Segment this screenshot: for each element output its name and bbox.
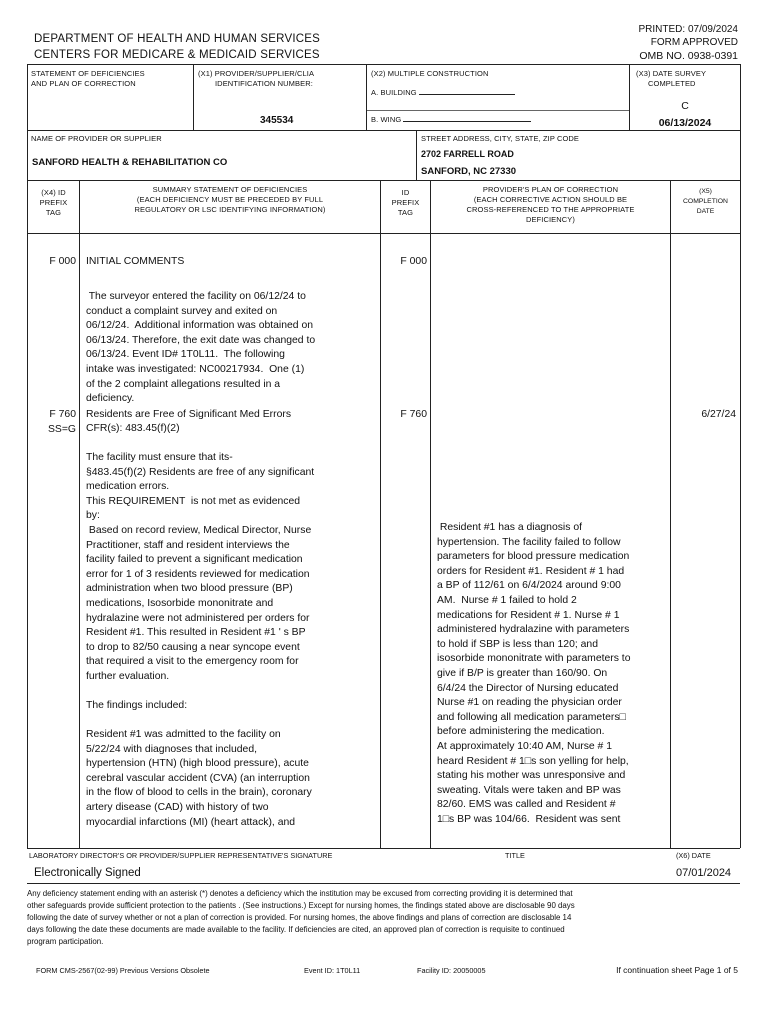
summary-text-line: §483.45(f)(2) Residents are free of any significant bbox=[86, 466, 315, 478]
summary-text-line: conduct a complaint survey and exited on bbox=[86, 305, 278, 317]
omb-number: OMB NO. 0938-0391 bbox=[639, 50, 738, 62]
x3-label-2: COMPLETED bbox=[648, 79, 696, 88]
summary-text-line: Based on record review, Medical Director, Nurse bbox=[86, 525, 312, 536]
summary-text-line: medications, Isosorbide mononitrate and bbox=[86, 598, 274, 609]
summary-text-line: hypertension (HTN) (high blood pressure), acute bbox=[86, 758, 309, 770]
plan-text-line: to hold if SBP is less than 120; and bbox=[437, 638, 598, 650]
plan-text-line: before administering the medication. bbox=[437, 726, 605, 738]
summary-text-line: error for 1 of 3 residents reviewed for medication bbox=[86, 568, 310, 580]
plan-text-line: a BP of 112/61 on 6/4/2024 around 9:00 bbox=[437, 580, 621, 592]
f760-completion-date: 6/27/24 bbox=[701, 409, 736, 420]
plan-text-line: 6/4/24 the Director of Nursing educated bbox=[437, 682, 619, 694]
summary-text-line: by: bbox=[86, 510, 100, 522]
summary-text-line: Resident #1. This resulted in Resident #1 ' s BP bbox=[86, 627, 306, 639]
provider-name: SANFORD HEALTH & REHABILITATION CO bbox=[32, 157, 228, 168]
plan-text-line: At approximately 10:40 AM, Nurse # 1 bbox=[437, 741, 612, 752]
summary-text-line: in the flow of blood to cells in the brain), coronary bbox=[86, 787, 312, 799]
summary-text-line: The surveyor entered the facility on 06/12/24 to bbox=[86, 291, 306, 302]
summary-text-line: artery disease (CAD) with history of two bbox=[86, 802, 269, 813]
summary-text-line: medication errors. bbox=[86, 481, 170, 493]
plan-text-line: Nurse #1 on reading the physician order bbox=[437, 697, 622, 709]
summary-text-line: 06/13/24. Event ID# 1T0L11. The following bbox=[86, 349, 285, 361]
tag-f000-left: F 000 bbox=[49, 256, 76, 267]
summary-text-line: myocardial infarctions (MI) (heart attack), and bbox=[86, 816, 296, 828]
statement-label-1: STATEMENT OF DEFICIENCIES bbox=[31, 69, 145, 78]
summary-text-line: 5/22/24 with diagnoses that included, bbox=[86, 743, 257, 755]
plan-text-line: AM. Nurse # 1 failed to hold 2 bbox=[437, 595, 577, 606]
summary-header: SUMMARY STATEMENT OF DEFICIENCIES (EACH DEFICIENCY MUST BE PRECEDED BY FULL REGULATORY OR LSC IDENTIFYING INFORMATION) bbox=[134, 185, 326, 214]
tag-f760-left: F 760 bbox=[49, 409, 76, 420]
facility-id: Facility ID: 20050005 bbox=[417, 966, 486, 975]
tag-f000-right: F 000 bbox=[400, 256, 427, 267]
plan-text-line: stating his mother was unresponsive and bbox=[437, 770, 626, 782]
summary-text-line: facility failed to prevent a significant medication bbox=[86, 554, 303, 566]
building-label: A. BUILDING bbox=[371, 87, 515, 98]
summary-text-line: deficiency. bbox=[86, 393, 135, 405]
x2-label: (X2) MULTIPLE CONSTRUCTION bbox=[371, 69, 489, 78]
tag-f760-right: F 760 bbox=[400, 409, 427, 420]
summary-text-line: cerebral vascular accident (CVA) (an interruption bbox=[86, 772, 310, 784]
title-label: TITLE bbox=[505, 851, 525, 860]
summary-text-line: 06/13/24. Therefore, the exit date was changed to bbox=[86, 334, 316, 346]
statement-label-2: AND PLAN OF CORRECTION bbox=[31, 79, 136, 88]
summary-text-line: Practitioner, staff and resident interviews the bbox=[86, 539, 290, 551]
plan-text-line: medications for Resident # 1. Nurse # 1 bbox=[437, 609, 620, 621]
summary-text-line: hydralazine were not administered per orders for bbox=[86, 612, 310, 624]
signature-date-label: (X6) DATE bbox=[676, 851, 711, 860]
survey-completed-date: 06/13/2024 bbox=[658, 117, 712, 129]
summary-text-line: This REQUIREMENT is not met as evidenced bbox=[86, 495, 301, 507]
x3-label-1: (X3) DATE SURVEY bbox=[636, 69, 707, 78]
x4-id-header: (X4) ID PREFIX TAG bbox=[39, 188, 68, 217]
disclaimer-text: Any deficiency statement ending with an asterisk (*) denotes a deficiency which the institution may be excused from correcting providing it is determined that other safeguards provide sufficient protection to the patients . (See instructions.) Except for nursing homes, the findings stated above are disclosable 90 days following the date of survey whether or not a plan of correction is provided. For nursing homes, the above findings and plans of correction are disclosable 14 days following the date these documents are made available to the facility. If deficiencies are cited, an approved plan of correction is requisite to continued program participation. bbox=[27, 889, 575, 947]
plan-text-line: 1□s BP was 104/66. Resident was sent bbox=[437, 814, 621, 825]
department-title: DEPARTMENT OF HEALTH AND HUMAN SERVICES bbox=[34, 33, 320, 45]
plan-text-line: heard Resident # 1□s son yelling for help, bbox=[437, 755, 629, 767]
summary-text-line: 06/12/24. Additional information was obtained on bbox=[86, 320, 314, 332]
form-approved: FORM APPROVED bbox=[650, 37, 738, 48]
plan-text-line: Resident #1 has a diagnosis of bbox=[437, 522, 582, 533]
summary-text-line: administration when two blood pressure (BP) bbox=[86, 583, 293, 595]
page-indicator: If continuation sheet Page 1 of 5 bbox=[616, 965, 738, 975]
address-label: STREET ADDRESS, CITY, STATE, ZIP CODE bbox=[421, 134, 580, 143]
summary-text-line: Residents are Free of Significant Med Errors bbox=[86, 408, 292, 420]
plan-text-line: sweating. Vitals were taken and BP was bbox=[437, 784, 621, 796]
summary-text-line: The findings included: bbox=[86, 700, 188, 711]
plan-text-line: administered hydralazine with parameters bbox=[437, 624, 630, 636]
summary-text-line: intake was investigated: NC00217934. One (1) bbox=[86, 364, 305, 375]
summary-text-line: Resident #1 was admitted to the facility on bbox=[86, 729, 281, 740]
x1-label-1: (X1) PROVIDER/SUPPLIER/CLIA bbox=[198, 69, 315, 78]
plan-text-line: give if B/P is greater than 160/90. On bbox=[437, 668, 608, 679]
x1-label-2: IDENTIFICATION NUMBER: bbox=[215, 79, 313, 88]
plan-text-line: 82/60. EMS was called and Resident # bbox=[437, 799, 616, 811]
signature-value: Electronically Signed bbox=[34, 867, 141, 879]
signature-label: LABORATORY DIRECTOR'S OR PROVIDER/SUPPLIER REPRESENTATIVE'S SIGNATURE bbox=[29, 851, 333, 860]
signature-date: 07/01/2024 bbox=[676, 867, 732, 879]
centers-title: CENTERS FOR MEDICARE & MEDICAID SERVICES bbox=[34, 49, 320, 61]
plan-text-line: parameters for blood pressure medication bbox=[437, 551, 630, 563]
city-state-zip: SANFORD, NC 27330 bbox=[421, 166, 517, 177]
wing-label: B. WING bbox=[371, 114, 531, 125]
street-address: 2702 FARRELL ROAD bbox=[421, 149, 514, 159]
summary-text-line: CFR(s): 483.45(f)(2) bbox=[86, 423, 180, 435]
summary-text-line: to drop to 82/50 causing a near syncope event bbox=[86, 641, 300, 653]
event-id: Event ID: 1T0L11 bbox=[304, 966, 361, 975]
printed-date: PRINTED: 07/09/2024 bbox=[638, 24, 738, 35]
completion-date-header: (X5) COMPLETION DATE bbox=[683, 188, 728, 215]
plan-text-line: isosorbide mononitrate with parameters to bbox=[437, 653, 631, 665]
tag-severity: SS=G bbox=[47, 424, 76, 435]
plan-header: PROVIDER'S PLAN OF CORRECTION (EACH CORRECTIVE ACTION SHOULD BE CROSS-REFERENCED TO THE APPROPRIATE DEFICIENCY) bbox=[466, 185, 635, 224]
summary-text-line: of the 2 complaint allegations resulted in a bbox=[86, 378, 281, 390]
summary-text-line: further evaluation. bbox=[86, 671, 170, 682]
form-number: FORM CMS-2567(02-99) Previous Versions Obsolete bbox=[36, 966, 210, 975]
provider-id-number: 345534 bbox=[260, 115, 294, 126]
summary-text-line: that required a visit to the emergency room for bbox=[86, 656, 299, 668]
plan-text-line: hypertension. The facility failed to follow bbox=[437, 536, 621, 548]
id-prefix-header: ID PREFIX TAG bbox=[391, 188, 420, 217]
provider-name-label: NAME OF PROVIDER OR SUPPLIER bbox=[31, 134, 162, 143]
summary-text-line: INITIAL COMMENTS bbox=[86, 256, 185, 267]
survey-letter: C bbox=[681, 100, 689, 112]
plan-text-line: orders for Resident #1. Resident # 1 had bbox=[437, 565, 625, 577]
summary-text-line: The facility must ensure that its- bbox=[86, 452, 233, 463]
plan-text-line: and following all medication parameters□ bbox=[437, 711, 626, 723]
